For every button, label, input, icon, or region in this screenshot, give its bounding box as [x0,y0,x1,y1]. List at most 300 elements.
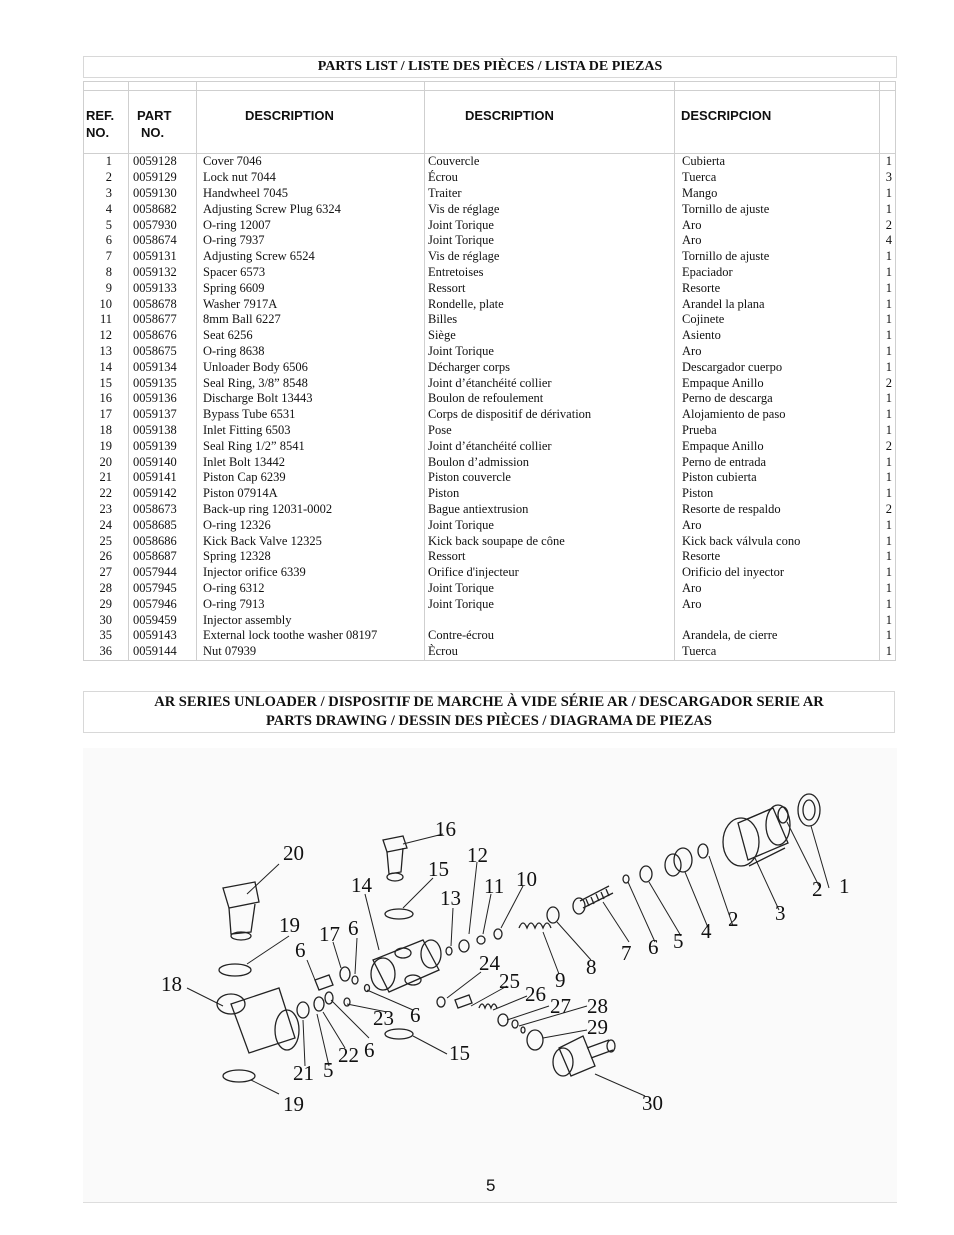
cell-part-no: 0058685 [129,517,197,533]
cell-ref-no: 16 [84,391,129,407]
table-header-row [84,91,896,154]
handwheel-part [738,808,788,860]
cell-part-no: 0059142 [129,486,197,502]
cell-desc-es: Asiento [675,328,880,344]
callout-label: 6 [648,935,659,959]
cell-part-no: 0059459 [129,612,197,628]
cell-desc-en: Inlet Fitting 6503 [197,423,425,439]
cell-part-no: 0059131 [129,249,197,265]
cell-ref-no: 5 [84,217,129,233]
cell-ref-no: 15 [84,375,129,391]
cell-desc-fr: Joint Torique [425,596,675,612]
cell-ref-no: 28 [84,581,129,597]
cell-desc-es: Tuerca [675,644,880,660]
table-row [84,612,896,628]
cell-desc-es: Arandel la plana [675,296,880,312]
cell-desc-es: Orificio del inyector [675,565,880,581]
cell-desc-en: Cover 7046 [197,154,425,170]
cell-ref-no: 18 [84,423,129,439]
callout-label: 7 [621,941,632,965]
cell-desc-en: Seal Ring 1/2” 8541 [197,438,425,454]
cell-part-no: 0059137 [129,407,197,423]
cell-qty: 1 [880,596,896,612]
table-top-spacer [84,82,896,91]
callout-label: 21 [293,1061,314,1085]
cell-qty: 1 [880,249,896,265]
parts-table-body [84,154,896,661]
cell-desc-es: Aro [675,517,880,533]
cell-desc-en: 8mm Ball 6227 [197,312,425,328]
col-header-desc-en: DESCRIPTION [197,91,425,154]
cell-desc-en: Piston 07914A [197,486,425,502]
callout-label: 18 [161,972,182,996]
table-row [84,486,896,502]
cell-desc-es: Empaque Anillo [675,438,880,454]
cell-desc-fr: Écrou [425,170,675,186]
cell-ref-no: 30 [84,612,129,628]
callout-label: 20 [283,841,304,865]
cell-qty: 1 [880,549,896,565]
cell-desc-es: Descargador cuerpo [675,359,880,375]
cell-ref-no: 11 [84,312,129,328]
table-row [84,407,896,423]
table-row [84,359,896,375]
parts-drawing [83,748,897,1203]
table-row [84,423,896,439]
ball-part [477,936,485,944]
cell-desc-en: Inlet Bolt 13442 [197,454,425,470]
callout-label: 2 [812,877,823,901]
cell-desc-en: Bypass Tube 6531 [197,407,425,423]
cell-part-no: 0058673 [129,502,197,518]
table-row [84,328,896,344]
table-row [84,312,896,328]
piston-cap-part [297,1002,309,1018]
cell-qty: 1 [880,328,896,344]
cell-ref-no: 14 [84,359,129,375]
cell-desc-en: Piston Cap 6239 [197,470,425,486]
cell-desc-en: Discharge Bolt 13443 [197,391,425,407]
cell-desc-fr: Corps de dispositif de dérivation [425,407,675,423]
callout-label: 15 [428,857,449,881]
table-row [84,154,896,170]
cell-qty: 1 [880,280,896,296]
cell-desc-en: Spring 6609 [197,280,425,296]
cell-desc-en: O-ring 7913 [197,596,425,612]
cell-desc-es: Resorte [675,280,880,296]
table-row [84,391,896,407]
cell-desc-fr: Orifice d'injecteur [425,565,675,581]
cell-desc-fr: Joint d’étanchéité collier [425,438,675,454]
callout-label: 29 [587,1015,608,1039]
cell-desc-es: Piston cubierta [675,470,880,486]
o-ring-24-part [437,997,445,1007]
cell-desc-fr: Rondelle, plate [425,296,675,312]
cell-desc-en: Handwheel 7045 [197,186,425,202]
table-row [84,549,896,565]
cell-desc-es: Piston [675,486,880,502]
o-ring-29-part [527,1030,543,1050]
callout-label: 2 [728,907,739,931]
cell-qty: 2 [880,375,896,391]
cell-desc-es: Aro [675,344,880,360]
cell-desc-es: Empaque Anillo [675,375,880,391]
cell-desc-es: Alojamiento de paso [675,407,880,423]
cell-desc-en: Back-up ring 12031-0002 [197,502,425,518]
cell-qty: 3 [880,170,896,186]
cell-qty: 1 [880,391,896,407]
cell-qty: 1 [880,359,896,375]
callout-label: 8 [586,955,597,979]
cell-desc-es: Arandela, de cierre [675,628,880,644]
cell-qty: 2 [880,438,896,454]
drawing-banner-line2: PARTS DRAWING / DESSIN DES PIÈCES / DIAGRAMA DE PIEZAS [266,713,712,729]
col-header-part: PART NO. [129,91,197,154]
cell-qty: 2 [880,502,896,518]
cell-desc-fr: Joint Torique [425,581,675,597]
cell-desc-en: O-ring 8638 [197,344,425,360]
bottom-rule [83,1202,897,1203]
seat-part [459,940,469,952]
callout-label: 12 [467,843,488,867]
cell-desc-es: Tornillo de ajuste [675,201,880,217]
parts-list-banner: PARTS LIST / LISTE DES PIÈCES / LISTA DE PIEZAS [83,56,897,78]
cell-ref-no: 25 [84,533,129,549]
cell-part-no: 0059134 [129,359,197,375]
table-row [84,296,896,312]
callout-label: 30 [642,1091,663,1115]
cell-desc-en: Seal Ring, 3/8” 8548 [197,375,425,391]
callout-label: 26 [525,982,546,1006]
table-row [84,233,896,249]
inlet-bolt-part [223,882,259,908]
cell-desc-es: Perno de descarga [675,391,880,407]
col-header-ref: REF. NO. [84,91,129,154]
cell-desc-fr: Billes [425,312,675,328]
cell-part-no: 0059140 [129,454,197,470]
cell-ref-no: 8 [84,265,129,281]
cell-qty: 1 [880,265,896,281]
cell-desc-fr: Décharger corps [425,359,675,375]
cell-desc-fr: Ressort [425,549,675,565]
cell-qty: 1 [880,533,896,549]
callout-label: 28 [587,994,608,1018]
cell-desc-es [675,612,880,628]
callout-label: 19 [283,1092,304,1116]
kick-back-valve-part [455,995,472,1008]
cell-part-no: 0059130 [129,186,197,202]
locknut-part [778,807,788,823]
callout-label: 15 [449,1041,470,1065]
callout-label: 6 [348,916,359,940]
cell-desc-fr: Pose [425,423,675,439]
cell-desc-fr: Vis de réglage [425,249,675,265]
cell-desc-fr: Ècrou [425,644,675,660]
cell-ref-no: 22 [84,486,129,502]
cell-desc-en: O-ring 12007 [197,217,425,233]
drawing-banner-line1: AR SERIES UNLOADER / DISPOSITIF DE MARCHE À VIDE SÉRIE AR / DESCARGADOR SERIE AR [154,694,824,710]
cell-part-no: 0059133 [129,280,197,296]
cell-ref-no: 9 [84,280,129,296]
cell-ref-no: 19 [84,438,129,454]
cell-qty: 1 [880,423,896,439]
cell-desc-fr: Contre-écrou [425,628,675,644]
cell-desc-en: Washer 7917A [197,296,425,312]
cell-desc-fr: Traiter [425,186,675,202]
cell-desc-es: Resorte de respaldo [675,502,880,518]
spring-part [519,923,551,928]
cell-ref-no: 4 [84,201,129,217]
cell-desc-es: Aro [675,596,880,612]
cell-part-no: 0059135 [129,375,197,391]
cell-desc-es: Cubierta [675,154,880,170]
cell-desc-es: Prueba [675,423,880,439]
table-row [84,249,896,265]
callout-label: 17 [319,922,340,946]
cell-ref-no: 21 [84,470,129,486]
cell-desc-en: O-ring 7937 [197,233,425,249]
table-row [84,470,896,486]
callout-label: 1 [839,874,850,898]
cell-ref-no: 20 [84,454,129,470]
parts-table [83,81,896,661]
callout-label: 5 [673,929,684,953]
cell-desc-es: Aro [675,581,880,597]
cell-part-no: 0058686 [129,533,197,549]
callout-label: 6 [410,1003,421,1027]
callout-label: 6 [364,1038,375,1062]
cell-part-no: 0058676 [129,328,197,344]
cell-desc-en: Adjusting Screw 6524 [197,249,425,265]
cell-desc-es: Mango [675,186,880,202]
cell-desc-en: Spring 12328 [197,549,425,565]
cell-desc-en: Spacer 6573 [197,265,425,281]
cell-ref-no: 26 [84,549,129,565]
cell-ref-no: 24 [84,517,129,533]
cell-part-no: 0058678 [129,296,197,312]
table-row [84,280,896,296]
cell-ref-no: 3 [84,186,129,202]
cell-part-no: 0058677 [129,312,197,328]
cell-part-no: 0058674 [129,233,197,249]
table-row [84,565,896,581]
col-header-desc-fr: DESCRIPTION [425,91,675,154]
table-row [84,375,896,391]
table-row [84,644,896,660]
cell-desc-es: Perno de entrada [675,454,880,470]
cell-ref-no: 6 [84,233,129,249]
cell-qty: 1 [880,644,896,660]
cell-desc-en: O-ring 12326 [197,517,425,533]
table-row [84,344,896,360]
table-row [84,265,896,281]
cell-desc-es: Epaciador [675,265,880,281]
cell-qty: 1 [880,154,896,170]
table-row [84,217,896,233]
cell-desc-fr: Entretoises [425,265,675,281]
callout-label: 13 [440,886,461,910]
table-row [84,438,896,454]
cell-part-no: 0059138 [129,423,197,439]
cell-desc-fr: Joint d’étanchéité collier [425,375,675,391]
adjusting-plug-part [674,848,692,872]
cell-ref-no: 17 [84,407,129,423]
cell-desc-es: Tuerca [675,170,880,186]
callout-label: 24 [479,951,500,975]
exploded-view-svg [83,748,897,1203]
callout-label: 3 [775,901,786,925]
cell-desc-fr: Vis de réglage [425,201,675,217]
cell-qty: 1 [880,581,896,597]
cell-qty: 1 [880,470,896,486]
callout-labels [161,817,850,1116]
cell-desc-fr: Piston [425,486,675,502]
cell-desc-en: O-ring 6312 [197,581,425,597]
cell-qty: 1 [880,628,896,644]
callout-label: 6 [295,938,306,962]
drawing-banner [83,691,895,733]
cell-desc-en: Injector assembly [197,612,425,628]
cell-ref-no: 1 [84,154,129,170]
callout-label: 27 [550,994,571,1018]
table-row [84,502,896,518]
cell-qty: 1 [880,296,896,312]
cell-desc-fr [425,612,675,628]
table-row [84,517,896,533]
cell-desc-fr: Bague antiextrusion [425,502,675,518]
callout-label: 10 [516,867,537,891]
cell-desc-es: Kick back válvula cono [675,533,880,549]
cell-desc-en: Unloader Body 6506 [197,359,425,375]
cell-qty: 1 [880,454,896,470]
cell-part-no: 0059128 [129,154,197,170]
cell-desc-es: Aro [675,217,880,233]
cell-desc-fr: Boulon de refoulement [425,391,675,407]
cell-desc-en: Nut 07939 [197,644,425,660]
cell-desc-es: Aro [675,233,880,249]
cell-part-no: 0059132 [129,265,197,281]
cell-part-no: 0057945 [129,581,197,597]
cell-qty: 1 [880,486,896,502]
cell-desc-fr: Joint Torique [425,217,675,233]
callout-label: 9 [555,968,566,992]
callout-label: 4 [701,919,712,943]
callout-label: 22 [338,1043,359,1067]
cell-part-no: 0059136 [129,391,197,407]
cell-desc-fr: Couvercle [425,154,675,170]
cover-part [798,794,820,826]
cell-part-no: 0059143 [129,628,197,644]
cell-desc-es: Resorte [675,549,880,565]
col-header-desc-es: DESCRIPCION [675,91,880,154]
table-row [84,201,896,217]
cell-desc-en: Kick Back Valve 12325 [197,533,425,549]
table-row [84,170,896,186]
table-row [84,533,896,549]
cell-ref-no: 2 [84,170,129,186]
callout-label: 19 [279,913,300,937]
injector-orifice-part [498,1014,508,1026]
callout-label: 23 [373,1006,394,1030]
cell-desc-es: Tornillo de ajuste [675,249,880,265]
cell-ref-no: 23 [84,502,129,518]
cell-part-no: 0059141 [129,470,197,486]
cell-desc-fr: Joint Torique [425,344,675,360]
seal-ring-left-part [219,964,251,976]
cell-qty: 1 [880,344,896,360]
callout-label: 5 [323,1058,334,1082]
cell-part-no: 0057930 [129,217,197,233]
page-number: 5 [486,1176,496,1195]
cell-ref-no: 10 [84,296,129,312]
cell-qty: 1 [880,201,896,217]
cell-qty: 2 [880,217,896,233]
table-row [84,581,896,597]
cell-ref-no: 27 [84,565,129,581]
cell-desc-fr: Boulon d’admission [425,454,675,470]
cell-desc-es: Cojinete [675,312,880,328]
piston-part [314,997,324,1011]
cell-qty: 4 [880,233,896,249]
cell-part-no: 0059139 [129,438,197,454]
table-row [84,596,896,612]
bypass-tube-part [315,975,333,990]
cell-desc-en: External lock toothe washer 08197 [197,628,425,644]
cell-part-no: 0059129 [129,170,197,186]
cell-part-no: 0058682 [129,201,197,217]
cell-part-no: 0058675 [129,344,197,360]
cell-part-no: 0057946 [129,596,197,612]
cell-ref-no: 7 [84,249,129,265]
callout-label: 25 [499,969,520,993]
cell-part-no: 0059144 [129,644,197,660]
cell-qty: 1 [880,612,896,628]
seal-ring-top-part [385,909,413,919]
cell-ref-no: 29 [84,596,129,612]
cell-desc-en: Injector orifice 6339 [197,565,425,581]
cell-desc-fr: Siège [425,328,675,344]
cell-desc-en: Adjusting Screw Plug 6324 [197,201,425,217]
seal-ring-lower-part [385,1029,413,1039]
cell-qty: 1 [880,565,896,581]
exploded-view-parts [217,794,820,1082]
cell-desc-en: Seat 6256 [197,328,425,344]
callout-label: 14 [351,873,372,897]
callout-label: 16 [435,817,456,841]
cell-desc-fr: Ressort [425,280,675,296]
spacer-part [547,907,559,923]
spring-26-part [479,1004,497,1008]
table-row [84,628,896,644]
cell-desc-fr: Joint Torique [425,517,675,533]
injector-assembly-part [559,1036,595,1076]
cell-part-no: 0057944 [129,565,197,581]
table-row [84,454,896,470]
cell-ref-no: 36 [84,644,129,660]
washer-part [494,929,502,939]
callout-label: 11 [484,874,505,898]
cell-qty: 1 [880,312,896,328]
cell-desc-en: Lock nut 7044 [197,170,425,186]
seal-ring-bottom-part [223,1070,255,1082]
inlet-fitting-part [231,988,295,1053]
col-header-qty [880,91,896,154]
cell-part-no: 0058687 [129,549,197,565]
cell-qty: 1 [880,517,896,533]
cell-ref-no: 35 [84,628,129,644]
cell-ref-no: 12 [84,328,129,344]
table-row [84,186,896,202]
